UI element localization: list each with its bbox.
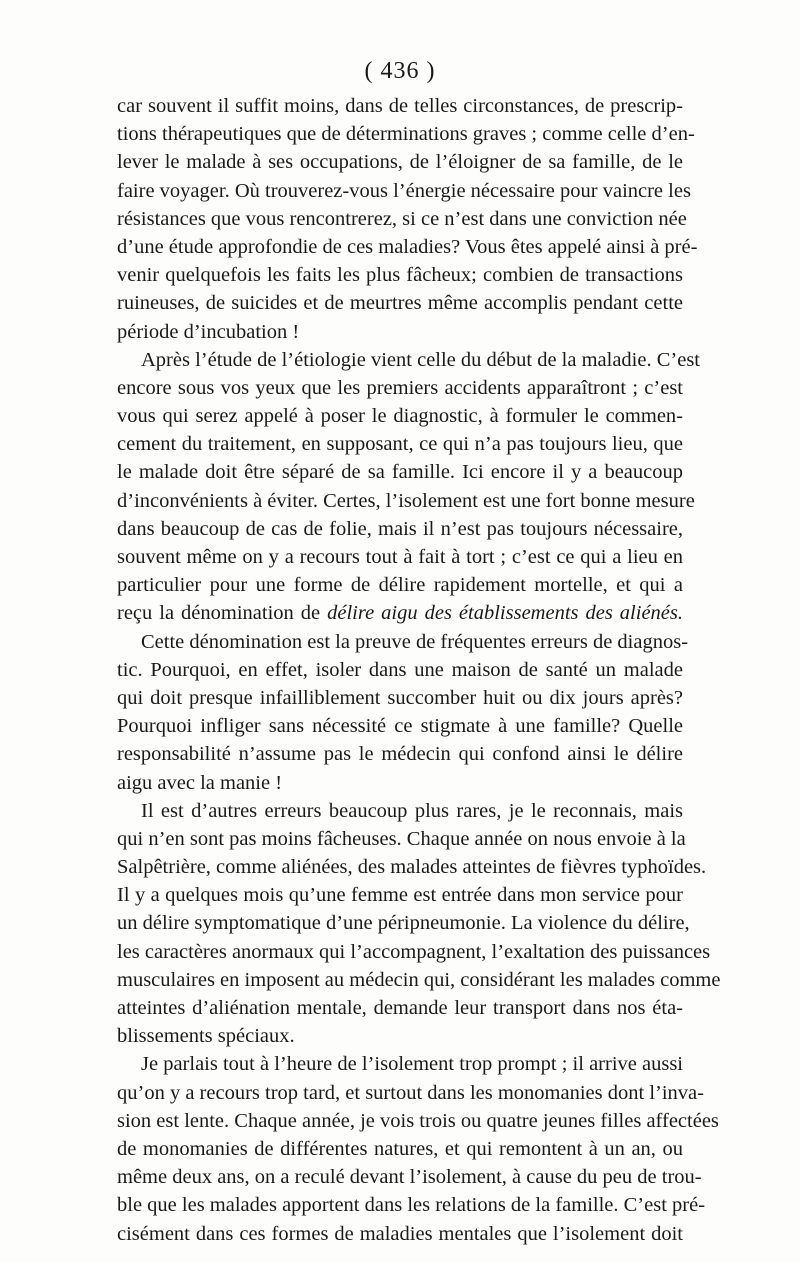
- text-line: un délire symptomatique d’une péripneumonie. La violence du délire,: [117, 912, 690, 935]
- paragraph: [117, 346, 700, 628]
- text-line: [117, 599, 683, 627]
- italic-term: délire aigu des établissements des aliénés.: [327, 602, 683, 625]
- text-line: tions thérapeutiques que de déterminations graves ; comme celle d’en-: [117, 123, 695, 146]
- text-line: faire voyager. Où trouverez-vous l’énergie nécessaire pour vaincre les: [117, 179, 691, 202]
- text-line: d’inconvénients à éviter. Certes, l’isolement est une fort bonne mesure: [117, 489, 695, 512]
- text-line: Pourquoi infliger sans nécessité ce stigmate à une famille? Quelle: [117, 715, 683, 738]
- text-line: Il y a quelques mois qu’une femme est entrée dans mon service pour: [117, 884, 683, 907]
- paragraph: [117, 1050, 719, 1247]
- text-line: qui doit presque infailliblement succomber huit ou dix jours après?: [117, 686, 683, 709]
- paragraph: [117, 92, 698, 346]
- text-line: période d’incubation !: [117, 320, 300, 343]
- text-line: ble que les malades apportent dans les relations de la famille. C’est pré-: [117, 1194, 706, 1217]
- page-number: ( 436 ): [364, 58, 436, 84]
- text-line: sion est lente. Chaque année, je vois trois ou quatre jeunes filles affectées: [117, 1109, 719, 1132]
- text-line: lever le malade à ses occupations, de l’éloigner de sa famille, de le: [117, 151, 683, 174]
- text-line: les caractères anormaux qui l’accompagnent, l’exaltation des puissances: [117, 940, 711, 963]
- text-line: tic. Pourquoi, en effet, isoler dans une maison de santé un malade: [117, 658, 683, 681]
- text-line: d’une étude approfondie de ces maladies? Vous êtes appelé ainsi à pré-: [117, 235, 698, 258]
- text-line: Après l’étude de l’étiologie vient celle du début de la maladie. C’est: [141, 348, 700, 371]
- text-line: Je parlais tout à l’heure de l’isolement trop prompt ; il arrive aussi: [141, 1053, 683, 1076]
- text-line: qui n’en sont pas moins fâcheuses. Chaque année on nous envoie à la: [117, 827, 686, 850]
- text-line: souvent même on y a recours tout à fait à tort ; c’est ce qui a lieu en: [117, 546, 683, 568]
- text-line: cisément dans ces formes de maladies mentales que l’isolement doit: [117, 1222, 683, 1245]
- text-line: atteintes d’aliénation mentale, demande leur transport dans nos éta-: [117, 997, 683, 1019]
- text-line: responsabilité n’assume pas le médecin qui confond ainsi le délire: [117, 743, 683, 766]
- text-line: encore sous vos yeux que les premiers accidents apparaîtront ; c’est: [117, 376, 683, 399]
- text-line: Salpêtrière, comme aliénées, des malades atteintes de fièvres typhoïdes.: [117, 856, 707, 879]
- text-line: cement du traitement, en supposant, ce qui n’a pas toujours lieu, que: [117, 433, 683, 456]
- text-line: de monomanies de différentes natures, et qui remontent à un an, ou: [117, 1137, 683, 1160]
- text-line: Il est d’autres erreurs beaucoup plus rares, je le reconnais, mais: [141, 799, 683, 822]
- text-line: vous qui serez appelé à poser le diagnostic, à formuler le commen-: [117, 405, 683, 428]
- text-line: ruineuses, de suicides et de meurtres même accomplis pendant cette: [117, 292, 683, 315]
- paragraph: [117, 797, 721, 1051]
- text-line: blissements spéciaux.: [117, 1025, 295, 1048]
- text-line: qu’on y a recours trop tard, et surtout dans les monomanies dont l’inva-: [117, 1081, 704, 1104]
- text-line: dans beaucoup de cas de folie, mais il n’est pas toujours nécessaire,: [117, 517, 683, 540]
- text-line: résistances que vous rencontrerez, si ce n’est dans une conviction née: [117, 207, 687, 230]
- text-line: Cette dénomination est la preuve de fréquentes erreurs de diagnos-: [141, 630, 689, 653]
- paragraph: [117, 628, 689, 797]
- text-line: car souvent il suffit moins, dans de telles circonstances, de prescrip-: [117, 95, 683, 117]
- text-line: aigu avec la manie !: [117, 771, 283, 794]
- body-text: [117, 92, 721, 1248]
- line-text: reçu la dénomination de: [117, 602, 328, 625]
- text-line: musculaires en imposent au médecin qui, considérant les malades comme: [117, 968, 721, 991]
- text-line: venir quelquefois les faits les plus fâcheux; combien de transactions: [117, 264, 683, 287]
- text-line: même deux ans, on a reculé devant l’isolement, à cause du peu de trou-: [117, 1166, 702, 1189]
- text-line: particulier pour une forme de délire rapidement mortelle, et qui a: [117, 574, 683, 597]
- text-line: le malade doit être séparé de sa famille. Ici encore il y a beaucoup: [117, 461, 683, 484]
